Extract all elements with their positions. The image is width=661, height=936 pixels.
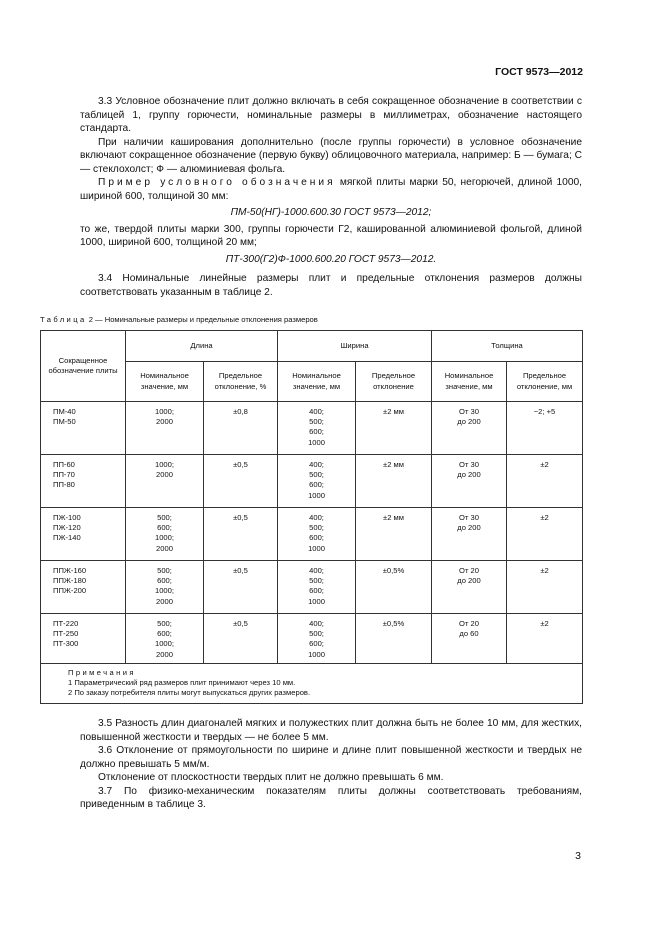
dimensions-table: [40, 330, 583, 704]
paragraph-3-5: 3.5 Разность длин диагоналей мягких и полужестких плит должна быть не более 10 мм, для жестких, повышенной жесткости и твердых — не более 5 мм.: [80, 718, 582, 743]
header-thickness: Толщина: [432, 331, 583, 362]
cell-width-deviation: ±2 мм: [356, 455, 432, 508]
cell-width-deviation: ±0,5%: [356, 614, 432, 664]
note-2: 2 По заказу потребителя плиты могут выпускаться других размеров.: [68, 688, 311, 698]
cell-thickness-deviation: −2; +5: [507, 402, 583, 455]
subheader-thickness-deviation: Предельное отклонение, мм: [507, 362, 583, 402]
cell-length-deviation: ±0,5: [204, 561, 278, 614]
cell-thickness-nominal: От 30 до 200: [432, 508, 507, 561]
cell-thickness-deviation: ±2: [507, 455, 583, 508]
cell-codes: ПТ-220 ПТ-250 ПТ-300: [41, 614, 126, 664]
table-header-row: [41, 331, 583, 362]
cell-width-deviation: ±0,5%: [356, 561, 432, 614]
paragraph-3-7: 3.7 По физико-механическим показателям плиты должны соответствовать требованиям, приведенным в таблице 3.: [80, 785, 582, 810]
table-caption: [40, 315, 318, 324]
cell-thickness-nominal: От 30 до 200: [432, 455, 507, 508]
cell-length-deviation: ±0,5: [204, 455, 278, 508]
intro-text: [80, 95, 582, 299]
cell-thickness-nominal: От 20 до 60: [432, 614, 507, 664]
subheader-length-nominal: Номинальное значение, мм: [126, 362, 204, 402]
cell-length-nominal: 500; 600; 1000; 2000: [126, 561, 204, 614]
paragraph-3-4: 3.4 Номинальные линейные размеры плит и предельные отклонения размеров должны соответствовать указанным в таблице 2.: [80, 273, 582, 298]
example-text: мягкой плиты марки 50, негорючей, длиной 1000, шириной 600, толщиной 30 мм:: [80, 177, 582, 202]
notes-title: Примечания: [68, 668, 136, 677]
subheader-length-deviation: Предельное отклонение, %: [204, 362, 278, 402]
paragraph-example: [80, 176, 582, 203]
table-caption-label: Таблица: [40, 315, 87, 324]
table-row: [41, 614, 583, 664]
cell-length-nominal: 500; 600; 1000; 2000: [126, 508, 204, 561]
cell-thickness-deviation: ±2: [507, 614, 583, 664]
paragraph-flatness: Отклонение от плоскостности твердых плит не должно превышать 6 мм.: [98, 772, 444, 783]
cell-length-nominal: 1000; 2000: [126, 402, 204, 455]
cell-codes: ПЖ-100 ПЖ-120 ПЖ-140: [41, 508, 126, 561]
cell-thickness-nominal: От 20 до 200: [432, 561, 507, 614]
paragraph-3-6: 3.6 Отклонение от прямоугольности по ширине и длине плит повышенной жесткости и твердых не должно превышать 5 мм/м.: [80, 745, 582, 770]
cell-length-nominal: 1000; 2000: [126, 455, 204, 508]
example-designation-2: ПТ-300(Г2)Ф-1000.600.20 ГОСТ 9573—2012.: [225, 253, 437, 265]
page-number: 3: [575, 850, 581, 862]
table-row: [41, 402, 583, 455]
standard-number: ГОСТ 9573—2012: [495, 66, 583, 78]
paragraph-lamination: При наличии каширования дополнительно (после группы горючести) в условное обозначение включают сокращенное обозначение (первую букву) облицовочного материала, например: Б — бумага; С — стеклохолст; Ф — алюминиевая фольга.: [80, 136, 582, 175]
cell-thickness-deviation: ±2: [507, 508, 583, 561]
example-label: Пример условного обозначения: [98, 177, 336, 188]
after-table-text: [80, 717, 582, 812]
cell-thickness-nominal: От 30 до 200: [432, 402, 507, 455]
cell-length-deviation: ±0,5: [204, 614, 278, 664]
header-width: Ширина: [278, 331, 432, 362]
header-length: Длина: [126, 331, 278, 362]
cell-width-deviation: ±2 мм: [356, 508, 432, 561]
cell-width-nominal: 400; 500; 600; 1000: [278, 455, 356, 508]
table-notes: [41, 664, 583, 704]
example-designation-1: ПМ-50(НГ)-1000.600.30 ГОСТ 9573—2012;: [230, 207, 432, 218]
subheader-width-deviation: Предельное отклонение: [356, 362, 432, 402]
header-abbrev: Сокращенное обозначение плиты: [41, 331, 126, 402]
cell-width-nominal: 400; 500; 600; 1000: [278, 561, 356, 614]
cell-codes: ПП-60 ПП-70 ПП-80: [41, 455, 126, 508]
cell-length-deviation: ±0,5: [204, 508, 278, 561]
paragraph-3-3: 3.3 Условное обозначение плит должно включать в себя сокращенное обозначение в соответствии с таблицей 1, группу горючести, номинальные размеры в миллиметрах, обозначение настоящего стандарта.: [80, 96, 582, 134]
subheader-thickness-nominal: Номинальное значение, мм: [432, 362, 507, 402]
cell-thickness-deviation: ±2: [507, 561, 583, 614]
table-notes-row: [41, 664, 583, 704]
cell-width-nominal: 400; 500; 600; 1000: [278, 402, 356, 455]
cell-codes: ПМ-40 ПМ-50: [41, 402, 126, 455]
table-row: [41, 508, 583, 561]
cell-length-deviation: ±0,8: [204, 402, 278, 455]
table-row: [41, 561, 583, 614]
cell-width-deviation: ±2 мм: [356, 402, 432, 455]
paragraph-example-2: то же, твердой плиты марки 300, группы горючести Г2, кашированной алюминиевой фольгой, длиной 1000, шириной 600, толщиной 20 мм;: [80, 223, 582, 248]
cell-length-nominal: 500; 600; 1000; 2000: [126, 614, 204, 664]
subheader-width-nominal: Номинальное значение, мм: [278, 362, 356, 402]
table-caption-text: 2 — Номинальные размеры и предельные отклонения размеров: [86, 315, 318, 324]
table-row: [41, 455, 583, 508]
note-1: 1 Параметрический ряд размеров плит принимают через 10 мм.: [68, 678, 296, 688]
cell-width-nominal: 400; 500; 600; 1000: [278, 614, 356, 664]
cell-width-nominal: 400; 500; 600; 1000: [278, 508, 356, 561]
cell-codes: ППЖ-160 ППЖ-180 ППЖ-200: [41, 561, 126, 614]
